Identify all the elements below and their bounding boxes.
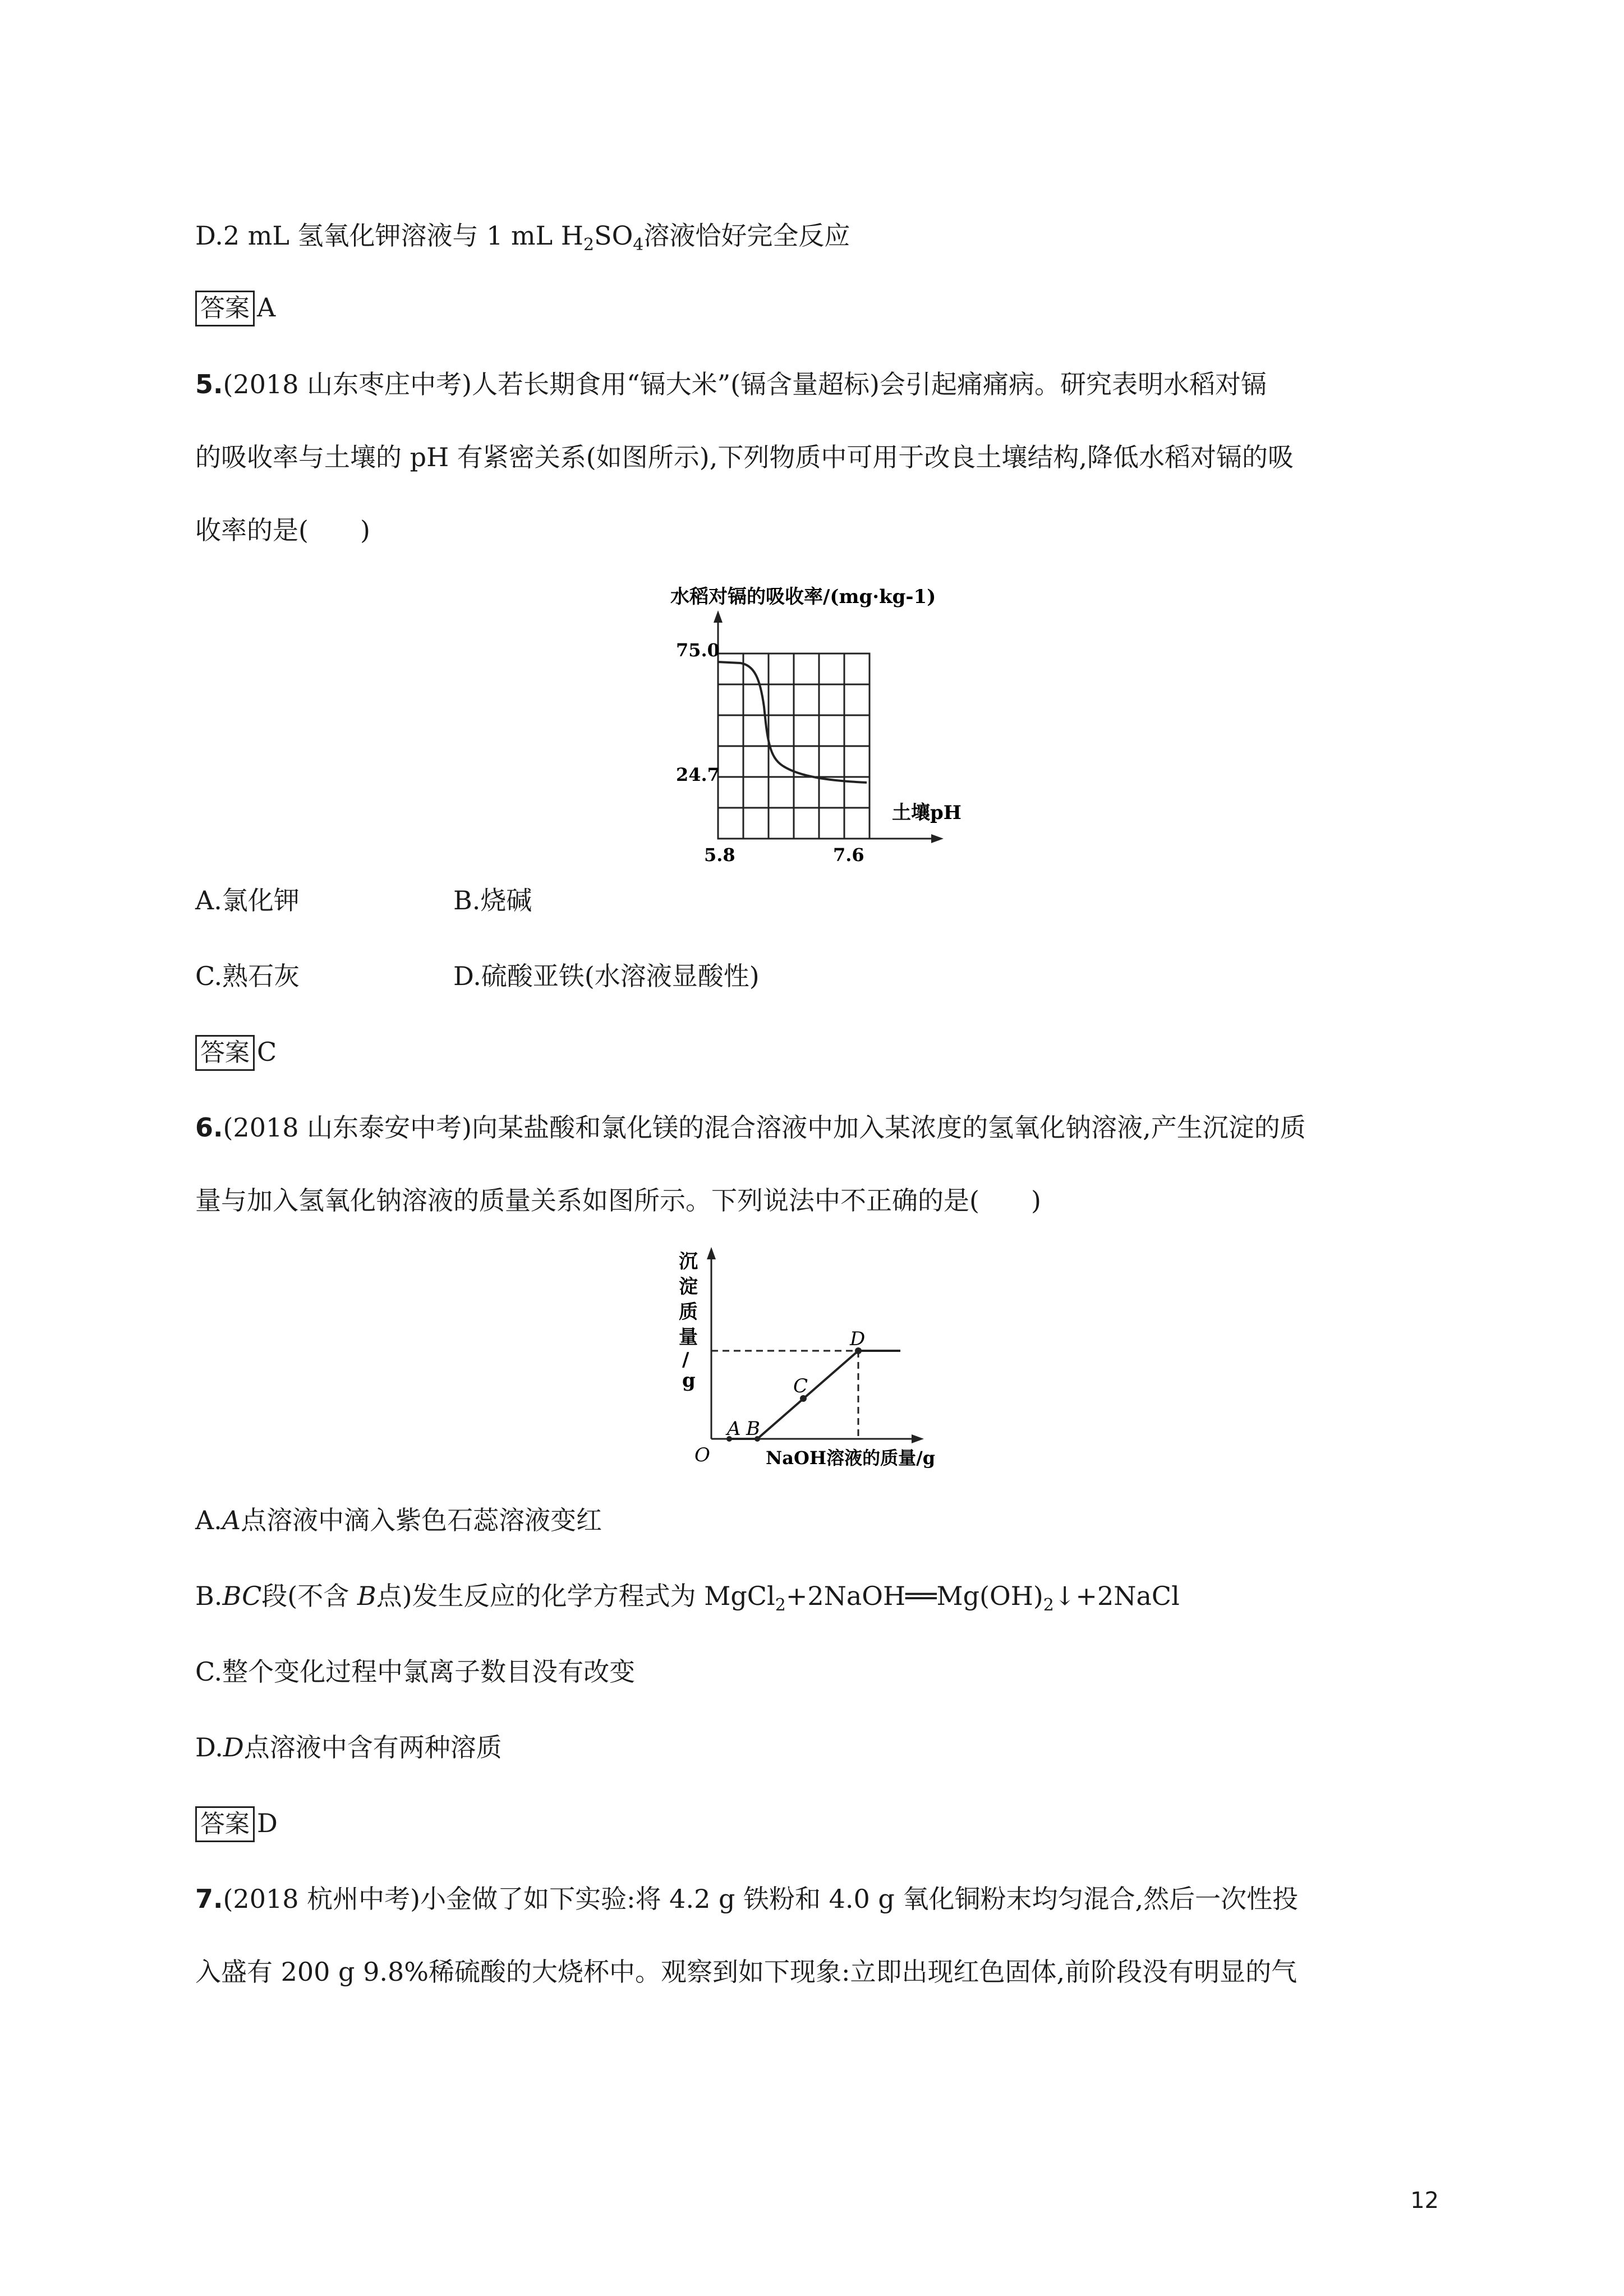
- answer-label: 答案: [195, 291, 255, 326]
- q5-line2: 的吸收率与土壤的 pH 有紧密关系(如图所示),下列物质中可用于改良土壤结构,降低水稻对镉的吸: [195, 442, 1294, 472]
- q5-options-ab: A.氯化钾 B.烧碱: [195, 885, 532, 915]
- x-tick-label: 5.8: [704, 844, 735, 864]
- cadmium-absorption-chart: [645, 572, 993, 864]
- q6-answer: 答案 D: [195, 1806, 278, 1842]
- q7-line2: 入盛有 200 g 9.8%稀硫酸的大烧杯中。观察到如下现象:立即出现红色固体,前阶段没有明显的气: [195, 1957, 1298, 1987]
- chart-grid: [718, 654, 869, 839]
- chart-ylabel: [679, 1250, 698, 1392]
- question-number: 6.: [195, 1112, 223, 1143]
- y-tick-label: 75.0: [676, 639, 720, 661]
- svg-text:/: /: [682, 1349, 689, 1371]
- q6-line2: 量与加入氢氧化钠溶液的质量关系如图所示。下列说法中不正确的是( ): [195, 1185, 1041, 1216]
- precipitate-mass-chart: [645, 1240, 982, 1487]
- svg-text:g: g: [682, 1369, 696, 1392]
- svg-text:沉: 沉: [679, 1250, 698, 1273]
- svg-text:淀: 淀: [679, 1276, 698, 1298]
- q6-option-b: B.BC段(不含 B点)发生反应的化学方程式为 $MgCl_2+2NaOH══Mg(OH)_2↓+2NaCl$: [195, 1581, 1180, 1616]
- x-tick-label: 7.6: [833, 844, 864, 864]
- question-number: 5.: [195, 369, 223, 399]
- question-number: 7.: [195, 1884, 223, 1914]
- y-axis-arrow: [714, 610, 723, 623]
- x-axis-arrow: [931, 834, 944, 843]
- answer-label: 答案: [195, 1035, 255, 1071]
- y-tick-label: 24.7: [676, 764, 720, 785]
- q5-answer: 答案 C: [195, 1035, 277, 1071]
- y-axis-arrow: [707, 1247, 716, 1259]
- q7-line1: 7.(2018 杭州中考)小金做了如下实验:将 4.2 g 铁粉和 4.0 g 氧化铜粉末均匀混合,然后一次性投: [195, 1884, 1299, 1914]
- q4-answer: 答案 A: [195, 291, 275, 326]
- chart-ylabel: 水稻对镉的吸收率/(mg·kg-1): [670, 586, 936, 608]
- svg-text:量: 量: [679, 1326, 698, 1349]
- origin-label: O: [694, 1444, 710, 1466]
- q5-line3: 收率的是( ): [195, 515, 370, 545]
- chart-xlabel: NaOH溶液的质量/g: [766, 1447, 936, 1469]
- point-label-d: D: [850, 1328, 866, 1350]
- point-label-c: C: [793, 1375, 808, 1397]
- chart-xlabel: 土壤pH: [892, 802, 961, 824]
- q6-line1: 6.(2018 山东泰安中考)向某盐酸和氯化镁的混合溶液中加入某浓度的氢氧化钠溶液,产生沉淀的质: [195, 1112, 1306, 1143]
- q6-option-c: C.整个变化过程中氯离子数目没有改变: [195, 1657, 636, 1687]
- q5-line1: 5.(2018 山东枣庄中考)人若长期食用“镉大米”(镉含量超标)会引起痛痛病。研究表明水稻对镉: [195, 369, 1267, 399]
- x-axis-arrow: [912, 1434, 924, 1443]
- page-number: 12: [1410, 2188, 1439, 2214]
- answer-label: 答案: [195, 1806, 255, 1842]
- q6-option-a: A.A点溶液中滴入紫色石蕊溶液变红: [195, 1505, 602, 1535]
- q4-option-d: D.2 mL 氢氧化钾溶液与 1 mL $H_2SO_4$溶液恰好完全反应: [195, 220, 850, 255]
- svg-text:质: 质: [679, 1301, 698, 1323]
- q5-options-cd: C.熟石灰 D.硫酸亚铁(水溶液显酸性): [195, 961, 760, 991]
- point-label-b: B: [746, 1418, 760, 1440]
- point-label-a: A: [727, 1418, 741, 1440]
- q6-option-d: D.D点溶液中含有两种溶质: [195, 1732, 502, 1763]
